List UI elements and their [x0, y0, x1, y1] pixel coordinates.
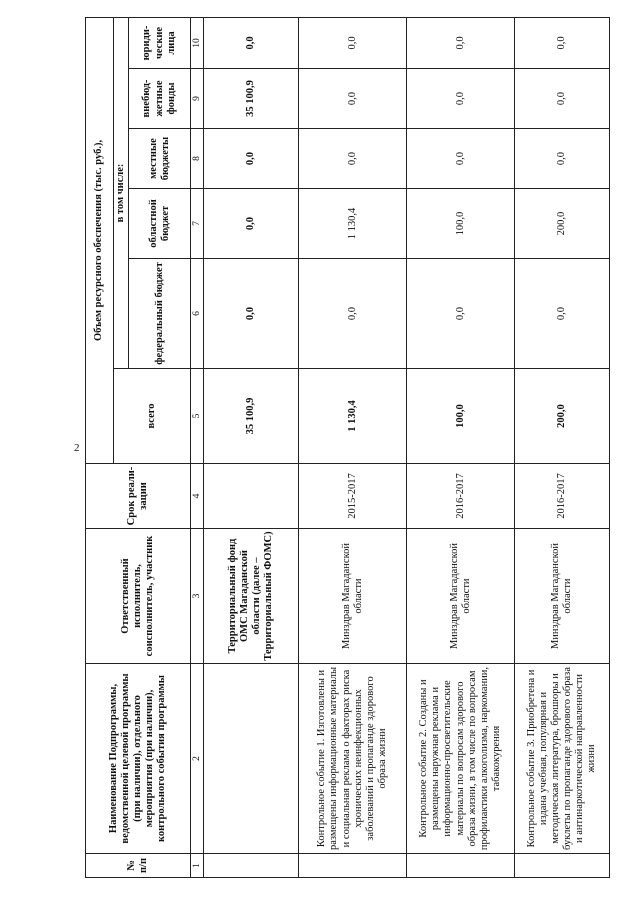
header-including: в том числе: [114, 17, 129, 368]
header-legal: юриди-ческие лица [129, 17, 191, 68]
row-term [204, 464, 299, 529]
row-federal: 0,0 [515, 259, 610, 369]
row-num [515, 854, 610, 878]
header-extra: внебюд-жетные фонды [129, 69, 191, 129]
column-number: 1 [191, 854, 204, 878]
row-local: 0,0 [204, 129, 299, 189]
row-responsible: Минздрав Магаданской области [407, 529, 515, 664]
header-federal: федеральный бюджет [129, 259, 191, 369]
column-number: 9 [191, 69, 204, 129]
row-term: 2016-2017 [515, 464, 610, 529]
row-name: Контрольное событие 1. Изготовлены и размещены информационные материалы и социальная реклама о факторах риска хронических неинфекционных заболеваний и пропаганде здорового образа жизни [299, 664, 407, 854]
row-legal: 0,0 [299, 17, 407, 68]
header-total: всего [114, 369, 191, 464]
row-num [204, 854, 299, 878]
column-number: 7 [191, 189, 204, 259]
row-federal: 0,0 [204, 259, 299, 369]
row-legal: 0,0 [204, 17, 299, 68]
row-term: 2015-2017 [299, 464, 407, 529]
row-num [407, 854, 515, 878]
table-row [407, 17, 515, 877]
column-numbers-row [191, 17, 204, 877]
column-number: 3 [191, 529, 204, 664]
header-name: Наименование Подпрограммы, ведомственной целевой программы (при наличии), отдельного мероприятия (при наличии), контрольного события программы [86, 664, 191, 854]
row-total: 200,0 [515, 369, 610, 464]
row-regional: 1 130,4 [299, 189, 407, 259]
page-number: 2 [74, 442, 80, 454]
row-num [299, 854, 407, 878]
row-regional: 100,0 [407, 189, 515, 259]
row-local: 0,0 [515, 129, 610, 189]
row-name: Контрольное событие 2. Созданы и размещены наружная реклама и информационно-просветительские материалы по вопросам здорового образа жизни, в том числе по вопросам профилактики алкоголизма, наркомании, табакокурения [407, 664, 515, 854]
row-responsible: Минздрав Магаданской области [299, 529, 407, 664]
row-total: 100,0 [407, 369, 515, 464]
row-name [204, 664, 299, 854]
row-legal: 0,0 [407, 17, 515, 68]
row-extra: 0,0 [407, 69, 515, 129]
header-regional: областной бюджет [129, 189, 191, 259]
row-regional: 0,0 [204, 189, 299, 259]
row-extra: 0,0 [515, 69, 610, 129]
column-number: 2 [191, 664, 204, 854]
table-row [204, 17, 299, 877]
row-responsible: Минздрав Магаданской области [515, 529, 610, 664]
header-local: местные бюджеты [129, 129, 191, 189]
header-term: Срок реали-зации [86, 464, 191, 529]
column-number: 4 [191, 464, 204, 529]
row-extra: 0,0 [299, 69, 407, 129]
rotated-page [85, 18, 615, 878]
row-legal: 0,0 [515, 17, 610, 68]
row-responsible: Территориальный фонд ОМС Магаданской области (далее – Территориальный ФОМС) [204, 529, 299, 664]
row-regional: 200,0 [515, 189, 610, 259]
header-num: № п/п [86, 854, 191, 878]
row-local: 0,0 [299, 129, 407, 189]
row-total: 1 130,4 [299, 369, 407, 464]
resource-table [85, 17, 610, 878]
row-local: 0,0 [407, 129, 515, 189]
column-number: 6 [191, 259, 204, 369]
column-number: 5 [191, 369, 204, 464]
row-extra: 35 100,9 [204, 69, 299, 129]
table-row [515, 17, 610, 877]
row-name: Контрольное событие 3. Приобретена и издана учебная, популярная и методическая литература, брошюры и буклеты по пропаганде здорового образа и антинаркотической направленности жизни [515, 664, 610, 854]
row-federal: 0,0 [299, 259, 407, 369]
row-federal: 0,0 [407, 259, 515, 369]
column-number: 10 [191, 17, 204, 68]
column-number: 8 [191, 129, 204, 189]
header-volume: Объем ресурсного обеспечения (тыс. руб.), [86, 17, 114, 463]
table-row [299, 17, 407, 877]
row-total: 35 100,9 [204, 369, 299, 464]
row-term: 2016-2017 [407, 464, 515, 529]
header-responsible: Ответственный исполнитель, соисполнитель, участник [86, 529, 191, 664]
